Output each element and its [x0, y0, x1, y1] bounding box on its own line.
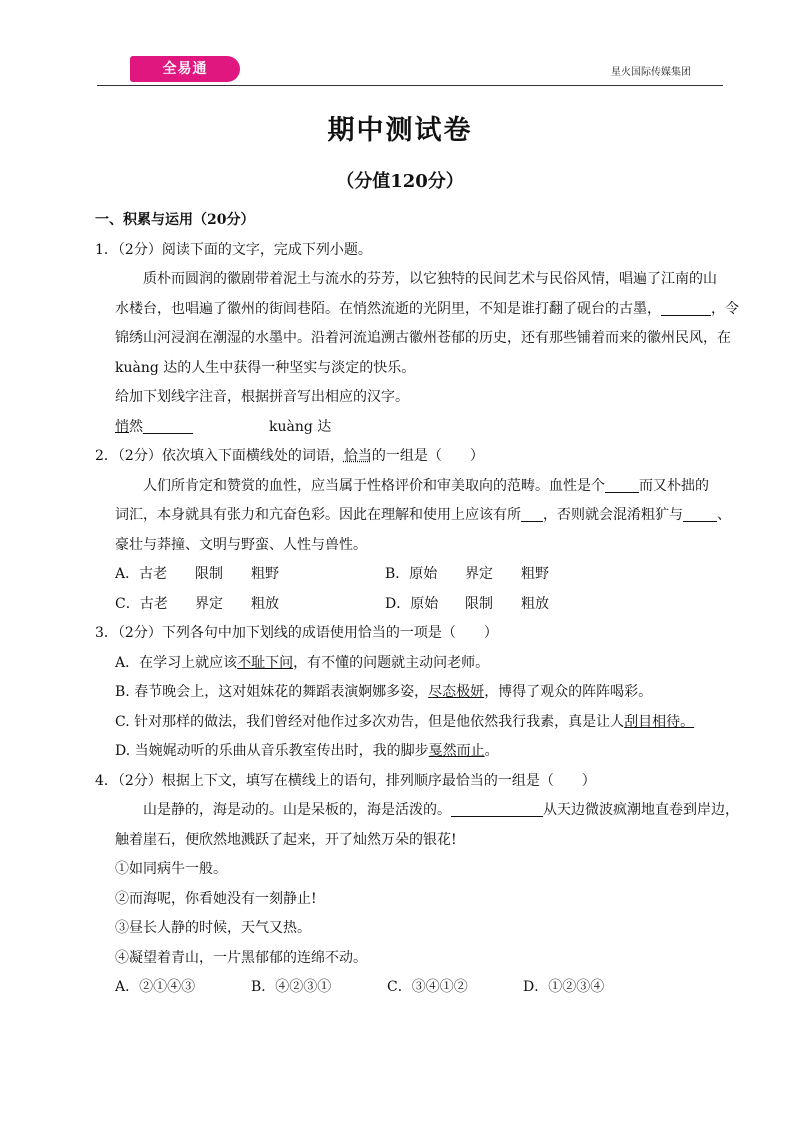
q2-options-row — [95, 560, 725, 590]
option-a[interactable] — [95, 649, 725, 679]
q2-options-row — [95, 590, 725, 620]
q1-passage-line: 锦绣山河浸润在潮湿的水墨中。沿着河流追溯古徽州苍郁的历史，还有那些铺着而来的徽州民风，在 — [115, 330, 731, 346]
brand-logo: 全易通 — [130, 56, 240, 82]
text: ，否则就会混淆粗犷与 — [543, 507, 683, 523]
text: 山是静的，海是动的。山是呆板的，海是活泼的。 — [143, 802, 451, 818]
answer-blank[interactable] — [661, 299, 711, 316]
publisher-name: 星火国际传媒集团 — [611, 67, 691, 78]
text: 2．（2分）依次填入下面横线处的词语， — [95, 448, 344, 464]
text: ，博得了观众的阵阵喝彩。 — [484, 684, 653, 700]
q4-stem: 4．（2分）根据上下文，填写在横线上的语句，排列顺序最恰当的一组是（ ） — [95, 772, 596, 789]
emphasis-dots: 恰当 — [343, 448, 372, 464]
header-divider — [97, 85, 723, 86]
q4-sentence: ④凝望着青山，一片黑郁郁的连绵不动。 — [115, 949, 367, 966]
option-word: 界定 — [465, 566, 493, 582]
option-word: 界定 — [195, 595, 223, 612]
text: B. 春节晚会上，这对姐妹花的舞蹈表演婀娜多姿， — [115, 684, 429, 700]
option-b[interactable] — [95, 678, 725, 708]
text: 、 — [717, 507, 731, 523]
section-heading: 一、积累与运用（20分） — [95, 212, 255, 228]
page-subtitle: （分值120分） — [336, 171, 464, 192]
text: D. 当婉娓动听的乐曲从音乐教室传出时，我的脚步 — [115, 743, 429, 759]
q4-passage-line: 触着崖石，便欣然地溅跃了起来，开了灿然万朵的银花! — [115, 831, 457, 848]
underlined-idiom: 戛然而止 — [428, 743, 485, 759]
option-word: C．古老 — [115, 595, 168, 612]
q4-sentence: ①如同病牛一般。 — [115, 861, 227, 877]
text: 而又朴拙的 — [639, 477, 709, 494]
q1-passage-line — [95, 295, 739, 325]
q1-items — [95, 413, 725, 443]
page-header — [97, 56, 723, 86]
option-word: B．原始 — [385, 566, 438, 582]
q2-passage-line — [95, 501, 731, 531]
option-word: 粗野 — [251, 566, 279, 582]
option-a[interactable]: A．②①④③ — [115, 979, 196, 995]
text: ，令 — [711, 300, 739, 317]
underlined-char: 悄 — [115, 418, 129, 435]
text: 水楼台，也唱遍了徽州的街闾巷陌。在悄然流逝的光阴里，不知是谁打翻了砚台的古墨， — [115, 300, 661, 317]
option-word: 粗放 — [521, 595, 549, 612]
q2-stem — [95, 442, 725, 472]
pinyin-item: kuàng 达 — [269, 418, 332, 435]
q4-sentence: ②而海呢，你看她没有一刻静止! — [115, 890, 317, 907]
text: 然 — [129, 418, 143, 435]
option-d[interactable]: D．①②③④ — [523, 979, 605, 995]
option-b[interactable] — [385, 560, 655, 590]
q4-options-row — [95, 973, 725, 1003]
q2-passage-line — [95, 472, 725, 502]
q1-passage-line: 质朴而圆润的徽剧带着泥土与流水的芬芳，以它独特的民间艺术与民俗风情，唱遍了江南的山 — [143, 271, 717, 287]
option-a[interactable] — [115, 560, 385, 590]
underlined-idiom: 尽态极妍 — [428, 684, 485, 700]
q4-sentence: ③昼长人静的时候，天气又热。 — [115, 920, 311, 936]
option-word: A．古老 — [115, 566, 168, 582]
option-d[interactable] — [95, 737, 725, 767]
option-c[interactable] — [115, 590, 385, 620]
text: 从天边微波疯潮地直卷到岸边， — [543, 802, 739, 818]
answer-blank[interactable] — [451, 800, 543, 817]
page-title: 期中测试卷 — [327, 115, 473, 146]
text: A．在学习上就应该 — [115, 654, 238, 671]
option-word: 粗野 — [521, 566, 549, 582]
q2-passage-line: 豪壮与莽撞、文明与野蛮、人性与兽性。 — [115, 536, 367, 553]
q3-stem: 3．（2分）下列各句中加下划线的成语使用恰当的一项是（ ） — [95, 625, 498, 641]
q1-stem: 1．（2分）阅读下面的文字，完成下列小题。 — [95, 241, 372, 258]
text: 人们所肯定和赞赏的血性，应当属于性格评价和审美取向的范畴。血性是个 — [143, 477, 605, 494]
answer-blank[interactable] — [683, 505, 717, 522]
q4-passage-line — [95, 796, 739, 826]
text: 的一组是（ ） — [371, 448, 484, 464]
exam-content — [95, 206, 739, 1003]
answer-blank[interactable] — [521, 505, 543, 522]
text: 。 — [484, 743, 499, 759]
option-word: 粗放 — [251, 595, 279, 612]
text: C. 针对那样的做法，我们曾经对他作过多次劝告，但是他依然我行我素，真是让人 — [115, 713, 625, 730]
option-word: 限制 — [465, 595, 493, 612]
underlined-idiom: 不耻下问 — [237, 654, 294, 671]
option-c[interactable] — [95, 708, 725, 738]
option-c[interactable]: C．③④①② — [387, 979, 468, 995]
option-word: 限制 — [195, 566, 223, 582]
option-d[interactable] — [385, 590, 655, 620]
answer-blank[interactable] — [605, 476, 639, 493]
option-word: D．原始 — [385, 595, 439, 612]
text: 词汇，本身就具有张力和亢奋色彩。因此在理解和使用上应该有所 — [115, 507, 521, 523]
text: ，有不懂的问题就主动问老师。 — [293, 654, 490, 671]
answer-blank[interactable] — [143, 417, 193, 434]
underlined-idiom: 刮目相待。 — [624, 713, 695, 730]
q1-passage-line: kuàng 达的人生中获得一种坚实与淡定的快乐。 — [115, 359, 416, 376]
option-b[interactable]: B．④②③① — [251, 979, 332, 995]
q1-instruction: 给加下划线字注音，根据拼音写出相应的汉字。 — [115, 389, 409, 405]
